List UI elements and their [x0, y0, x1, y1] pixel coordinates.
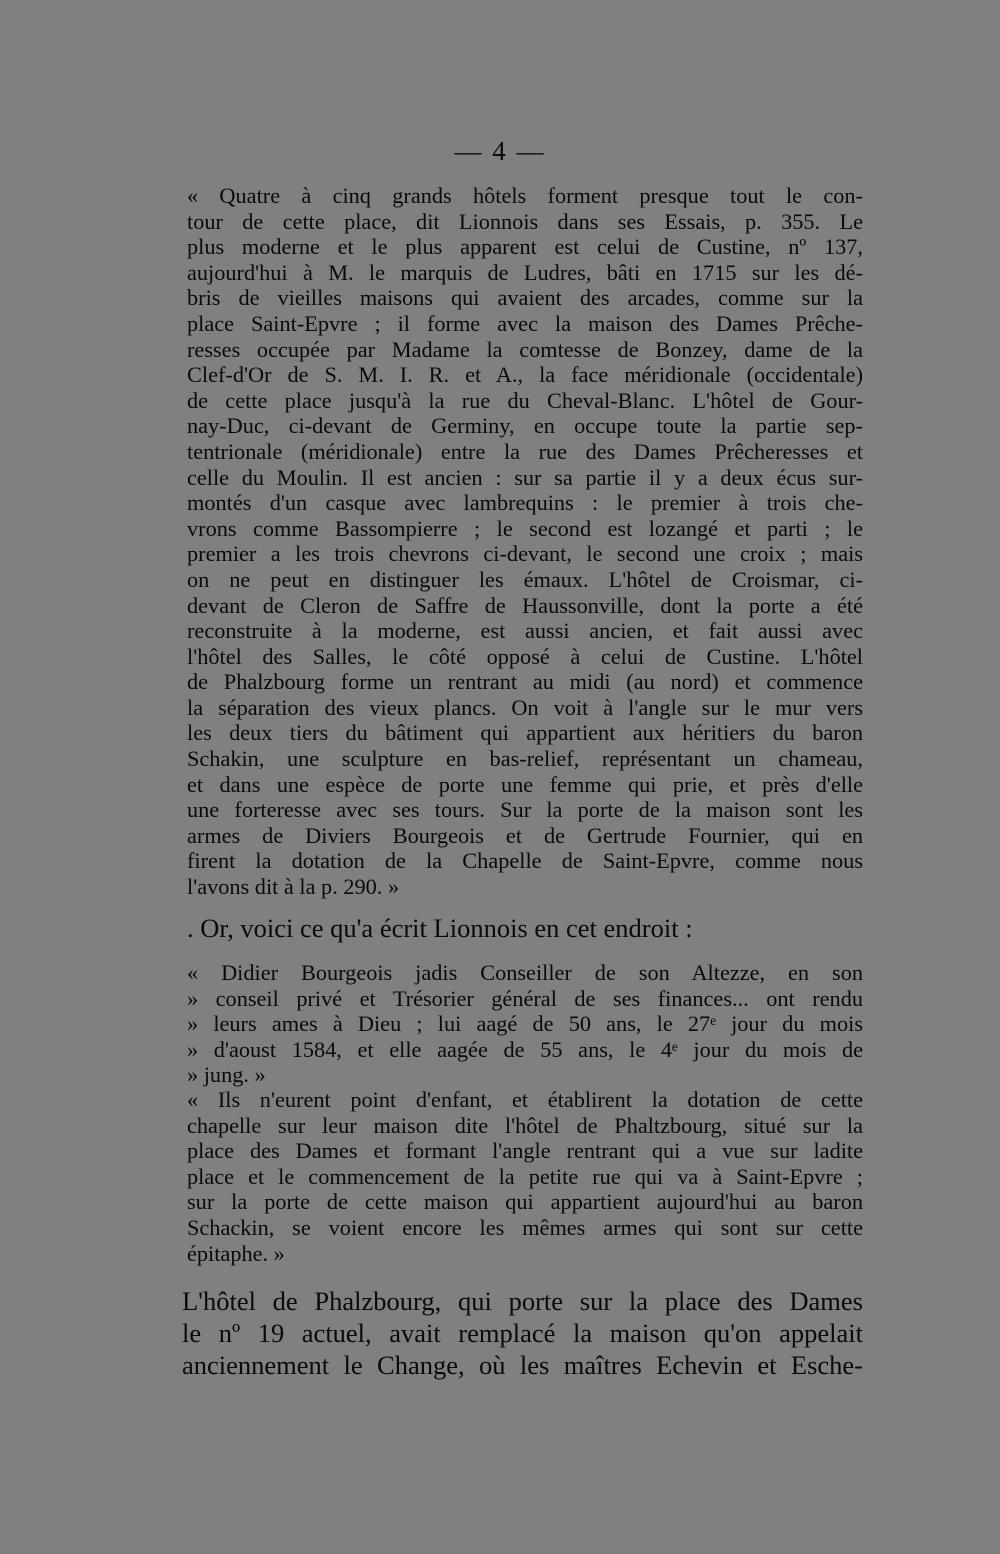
text-line: aujourd'hui à M. le marquis de Ludres, bâti en 1715 sur les dé-: [187, 259, 863, 285]
text-line: » leurs ames à Dieu ; lui aagé de 50 ans, le 27ᵉ jour du mois: [187, 1011, 863, 1037]
text-line: tour de cette place, dit Lionnois dans ses Essais, p. 355. Le: [187, 208, 863, 234]
text-line: » jung. »: [187, 1062, 266, 1088]
text-line: l'avons dit à la p. 290. »: [187, 874, 400, 900]
text-line: « Ils n'eurent point d'enfant, et établirent la dotation de cette: [187, 1087, 863, 1112]
text-line: » d'aoust 1584, et elle aagée de 55 ans, le 4ᵉ jour du mois de: [187, 1036, 863, 1062]
text-line: on ne peut en distinguer les émaux. L'hôtel de Croismar, ci-: [187, 566, 863, 592]
text-line: Schackin, se voient encore les mêmes armes qui sont sur cette: [187, 1214, 863, 1240]
text-line: place et le commencement de la petite rue qui va à Saint-Epvre ;: [187, 1163, 863, 1189]
text-line: devant de Cleron de Saffre de Haussonville, dont la porte a été: [187, 592, 863, 618]
text-line: tentrionale (méridionale) entre la rue des Dames Prêcheresses et: [187, 438, 863, 464]
text-line: resses occupée par Madame la comtesse de Bonzey, dame de la: [187, 336, 863, 362]
text-line: Schakin, une sculpture en bas-relief, représentant un chameau,: [187, 746, 863, 772]
text-line: Clef-d'Or de S. M. I. R. et A., la face méridionale (occidentale): [187, 362, 863, 388]
text-line: celle du Moulin. Il est ancien : sur sa partie il y a deux écus sur-: [187, 464, 863, 490]
text-line: » conseil privé et Trésorier général de ses finances... ont rendu: [187, 985, 863, 1011]
lionnois-quote-essais: [187, 183, 863, 900]
text-line: anciennement le Change, où les maîtres Echevin et Esche-: [182, 1350, 863, 1380]
text-line: épitaphe. »: [187, 1240, 285, 1266]
epitaph-quote: [187, 960, 863, 1088]
text-line: de Phalzbourg forme un rentrant au midi (au nord) et commence: [187, 669, 863, 695]
text-line: armes de Diviers Bourgeois et de Gertrude Fournier, qui en: [187, 822, 863, 848]
text-line: plus moderne et le plus apparent est celui de Custine, nº 137,: [187, 234, 863, 260]
phalzbourg-paragraph: [182, 1285, 863, 1381]
text-line: place Saint-Epvre ; il forme avec la maison des Dames Prêche-: [187, 310, 863, 336]
page-number: — 4 —: [454, 136, 546, 166]
text-line: le nº 19 actuel, avait remplacé la maison qu'on appelait: [182, 1318, 863, 1348]
text-line: firent la dotation de la Chapelle de Saint-Epvre, comme nous: [187, 848, 863, 874]
text-line: une forteresse avec ses tours. Sur la porte de la maison sont les: [187, 797, 863, 823]
text-line: « Didier Bourgeois jadis Conseiller de son Altezze, en son: [187, 960, 863, 985]
dotation-quote: [187, 1087, 863, 1266]
text-line: « Quatre à cinq grands hôtels forment presque tout le con-: [187, 183, 863, 208]
text-line: nay-Duc, ci-devant de Germiny, en occupe toute la partie sep-: [187, 413, 863, 439]
intro-paragraph: [187, 912, 863, 944]
text-line: bris de vieilles maisons qui avaient des arcades, comme sur la: [187, 285, 863, 311]
text-line: sur la porte de cette maison qui appartient aujourd'hui au baron: [187, 1189, 863, 1215]
text-line: premier a les trois chevrons ci-devant, le second une croix ; mais: [187, 541, 863, 567]
text-line: et dans une espèce de porte une femme qui prie, et près d'elle: [187, 771, 863, 797]
text-line: vrons comme Bassompierre ; le second est lozangé et parti ; le: [187, 515, 863, 541]
text-line: reconstruite à la moderne, est aussi ancien, et fait aussi avec: [187, 618, 863, 644]
text-line: montés d'un casque avec lambrequins : le premier à trois che-: [187, 490, 863, 516]
text-line: place des Dames et formant l'angle rentrant qui a vue sur ladite: [187, 1138, 863, 1164]
text-line: . Or, voici ce qu'a écrit Lionnois en cet endroit :: [187, 913, 693, 943]
text-line: les deux tiers du bâtiment qui appartient aux héritiers du baron: [187, 720, 863, 746]
text-line: L'hôtel de Phalzbourg, qui porte sur la place des Dames: [182, 1286, 863, 1316]
text-line: la séparation des vieux plancs. On voit à l'angle sur le mur vers: [187, 694, 863, 720]
text-line: chapelle sur leur maison dite l'hôtel de Phaltzbourg, situé sur la: [187, 1112, 863, 1138]
text-line: de cette place jusqu'à la rue du Cheval-Blanc. L'hôtel de Gour-: [187, 387, 863, 413]
text-line: l'hôtel des Salles, le côté opposé à celui de Custine. L'hôtel: [187, 643, 863, 669]
